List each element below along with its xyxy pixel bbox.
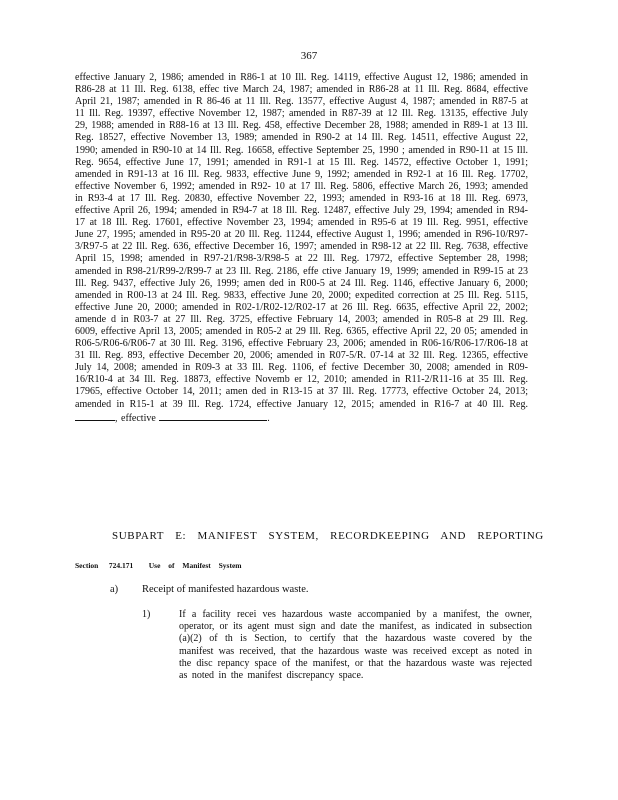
history-text: effective January 2, 1986; amended in R86-1 at 10 Ill. Reg. 14119, effective August 12, 1986; amended in R86-28 at 11 Ill. Reg. 6138, effec tive March 24, 1987; amended in R86-28 at 11 Ill. Reg. 8684, effective April 21, 1987; amended in R 86-46 at 11 Ill. Reg. 13577, effective August 4, 1987; amended in R87-5 at 11 Ill. Reg. 19397, effective November 12, 1987; amended in R87-39 at 12 Ill. Reg. 13135, effective July 29, 1988; amended in R88-16 at 13 Ill. Reg. 458, effective December 28, 1988; amended in R89-1 at 13 Ill. Reg. 18527, effective November 13, 1989; amended in R90-2 at 14 Ill. Reg. 14511, effective August 22, 1990; amended in R90-10 at 14 Ill. Reg. 16658, effective September 25, 1990 ; amended in R90-11 at 15 Ill. Reg. 9654, effective June 17, 1991; amended in R91-1 at 15 Ill. Reg. 14572, effective October 1, 1991; amended in R91-13 at 16 Ill. Reg. 9833, effective June 9, 1992; amended in R92-1 at 16 Ill. Reg. 17702, effective November 6, 1992; amended in R92- 10 at 17 Ill. Reg. 5806, effective March 26, 1993; amended in R93-4 at 17 Ill. Reg. 20830, effective November 22, 1993; amended in R93-16 at 18 Ill. Reg. 6973, effective April 26, 1994; amended in R94-7 at 18 Ill. Reg. 12487, effective July 29, 1994; amended in R94-17 at 18 Ill. Reg. 17601, effective November 23, 1994; amended in R95-6 at 19 Ill. Reg. 9951, effective June 27, 1995; amended in R95-20 at 20 Ill. Reg. 11244, effective August 1, 1996; amended in R96-10/R97-3/R97-5 at 22 Ill. Reg. 636, effective December 16, 1997; amended in R98-12 at 22 Ill. Reg. 7638, effective April 15, 1998; amended in R97-21/R98-3/R98-5 at 22 Ill. Reg. 17972, effective September 28, 1998; amended in R98-21/R99-2/R99-7 at 23 Ill. Reg. 2186, effe ctive January 19, 1999; amended in R99-15 at 23 Ill. Reg. 9437, effective July 26, 1999; amen ded in R00-5 at 24 Ill. Reg. 1146, effective January 6, 2000; amended in R00-13 at 24 Ill. Reg. 9833, effective June 20, 2000; expedited correction at 25 Ill. Reg. 5115, effective June 20, 2000; amended in R02-1/R02-12/R02-17 at 26 Ill. Reg. 6635, effective April 22, 2002; amende d in R03-7 at 27 Ill. Reg. 3725, effective February 14, 2003; amended in R05-8 at 29 Ill. Reg. 6009, effective April 13, 2005; amended in R05-2 at 29 Ill. Reg. 6365, effective April 22, 20 05; amended in R06-5/R06-6/R06-7 at 30 Ill. Reg. 3196, effective February 23, 2006; amended in R06-16/R06-17/R06-18 at 31 Ill. Reg. 893, effective December 20, 2006; amended in R07-5/R. 07-14 at 32 Ill. Reg. 12365, effective July 14, 2008; amended in R09-3 at 33 Ill. Reg. 1106, ef fective December 30, 2008; amended in R09-16/R10-4 at 34 Ill. Reg. 18873, effective Novemb er 12, 2010; amended in R11-2/R11-16 at 35 Ill. Reg. 17965, effective October 14, 2011; amen ded in R13-15 at 37 Ill. Reg. 17773, effective October 24, 2013; amended in R15-1 at 39 Ill. Reg. 1724, effective January 12, 2015; amended in R16-7 at 40 Ill. Reg.	[75, 72, 528, 410]
page-number: 367	[300, 50, 318, 62]
subpart-heading: SUBPART E: MANIFEST SYSTEM, RECORDKEEPING AND REPORTING	[112, 530, 544, 542]
subsection-a	[110, 584, 308, 595]
blank-effective-date	[159, 411, 267, 421]
subsection-a-1-label: 1)	[142, 609, 151, 620]
section-label: Section	[75, 561, 99, 570]
subsection-a-text: Receipt of manifested hazardous waste.	[142, 584, 309, 595]
source-history-note: effective January 2, 1986; amended in R86-1 at 10 Ill. Reg. 14119, effective August 12, 1986; amended in R86-28 at 11 Ill. Reg. 6138, effec tive March 24, 1987; amended in R86-28 at 11 Ill. Reg. 8684, effective April 21, 1987; amended in R 86-46 at 11 Ill. Reg. 13577, effective August 4, 1987; amended in R87-5 at 11 Ill. Reg. 19397, effective November 12, 1987; amended in R87-39 at 12 Ill. Reg. 13135, effective July 29, 1988; amended in R88-16 at 13 Ill. Reg. 458, effective December 28, 1988; amended in R89-1 at 13 Ill. Reg. 18527, effective November 13, 1989; amended in R90-2 at 14 Ill. Reg. 14511, effective August 22, 1990; amended in R90-10 at 14 Ill. Reg. 16658, effective September 25, 1990 ; amended in R90-11 at 15 Ill. Reg. 9654, effective June 17, 1991; amended in R91-1 at 15 Ill. Reg. 14572, effective October 1, 1991; amended in R91-13 at 16 Ill. Reg. 9833, effective June 9, 1992; amended in R92-1 at 16 Ill. Reg. 17702, effective November 6, 1992; amended in R92- 10 at 17 Ill. Reg. 5806, effective March 26, 1993; amended in R93-4 at 17 Ill. Reg. 20830, effective November 22, 1993; amended in R93-16 at 18 Ill. Reg. 6973, effective April 26, 1994; amended in R94-7 at 18 Ill. Reg. 12487, effective July 29, 1994; amended in R94-17 at 18 Ill. Reg. 17601, effective November 23, 1994; amended in R95-6 at 19 Ill. Reg. 9951, effective June 27, 1995; amended in R95-20 at 20 Ill. Reg. 11244, effective August 1, 1996; amended in R96-10/R97-3/R97-5 at 22 Ill. Reg. 636, effective December 16, 1997; amended in R98-12 at 22 Ill. Reg. 7638, effective April 15, 1998; amended in R97-21/R98-3/R98-5 at 22 Ill. Reg. 17972, effective September 28, 1998; amended in R98-21/R99-2/R99-7 at 23 Ill. Reg. 2186, effe ctive January 19, 1999; amended in R99-15 at 23 Ill. Reg. 9437, effective July 26, 1999; amen ded in R00-5 at 24 Ill. Reg. 1146, effective January 6, 2000; amended in R00-13 at 24 Ill. Reg. 9833, effective June 20, 2000; expedited correction at 25 Ill. Reg. 5115, effective June 20, 2000; amended in R02-1/R02-12/R02-17 at 26 Ill. Reg. 6635, effective April 22, 2002; amende d in R03-7 at 27 Ill. Reg. 3725, effective February 14, 2003; amended in R05-8 at 29 Ill. Reg. 6009, effective April 13, 2005; amended in R05-2 at 29 Ill. Reg. 6365, effective April 22, 20 05; amended in R06-5/R06-6/R06-7 at 30 Ill. Reg. 3196, effective February 23, 2006; amended in R06-16/R06-17/R06-18 at 31 Ill. Reg. 893, effective December 20, 2006; amended in R07-5/R. 07-14 at 32 Ill. Reg. 12365, effective July 14, 2008; amended in R09-3 at 33 Ill. Reg. 1106, ef fective December 30, 2008; amended in R09-16/R10-4 at 34 Ill. Reg. 18873, effective Novemb er 12, 2010; amended in R11-2/R11-16 at 35 Ill. Reg. 17965, effective October 14, 2011; amen ded in R13-15 at 37 Ill. Reg. 17773, effective October 24, 2013; amended in R15-1 at 39 Ill. Reg. 1724, effective January 12, 2015; amended in R16-7 at 40 Ill. Reg. , effective .	[75, 72, 528, 424]
subsection-a-1	[142, 609, 532, 682]
subsection-a-label: a)	[110, 584, 119, 595]
section-title: Use of Manifest System	[148, 561, 242, 570]
section-heading	[75, 561, 242, 570]
section-number: 724.171	[108, 561, 134, 570]
history-tail: effective	[121, 412, 156, 424]
subsection-a-1-text: If a facility recei ves hazardous waste accompanied by a manifest, the owner, operator, or its agent must sign and date the manifest, as indicated in subsection (a)(2) of th is Section, to certify that the hazardous waste covered by the manifest was received, that the hazardous waste was received except as noted in the disc repancy space of the manifest, or that the hazardous waste was rejected as noted in the manifest discrepancy space.	[179, 609, 532, 682]
blank-register-page	[75, 411, 115, 421]
